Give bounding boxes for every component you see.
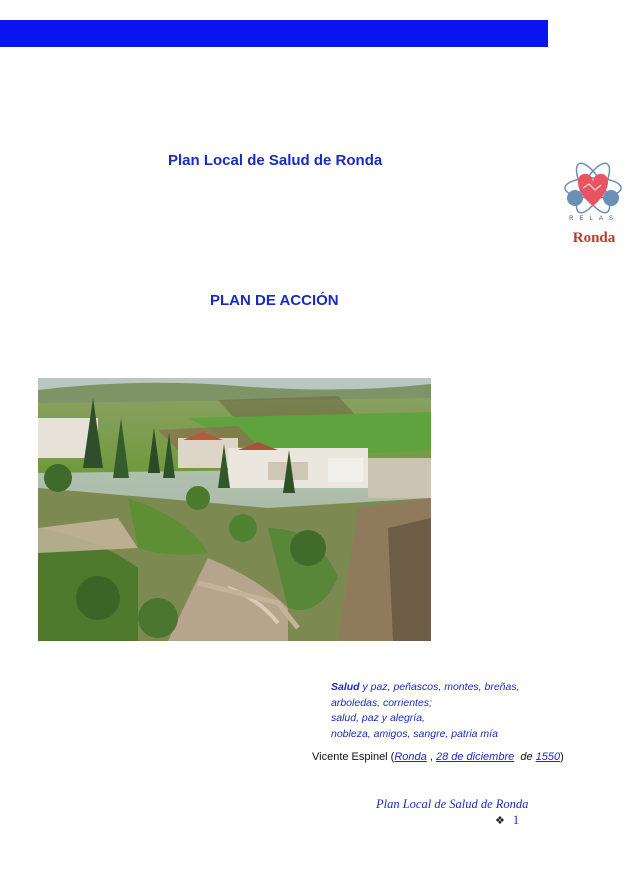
poem-line-4: nobleza, amigos, sangre, patria mía: [331, 727, 498, 740]
poem-line-1: Salud y paz, peñascos, montes, breñas,: [331, 681, 520, 693]
author-name: Vicente Espinel (: [312, 751, 395, 763]
logo-letters: RELAS: [569, 216, 619, 222]
poem-block: [331, 680, 520, 742]
poem-first-word: Salud: [331, 681, 360, 693]
link-date[interactable]: 28 de diciembre: [435, 751, 515, 763]
poem-line-2: arboledas, corrientes;: [331, 696, 432, 709]
page-number: [495, 813, 519, 828]
bullet-diamond-icon: ❖: [495, 815, 505, 827]
footer-title: Plan Local de Salud de Ronda: [376, 797, 529, 811]
page-number-value: 1: [512, 813, 520, 827]
plan-heading: PLAN DE ACCIÓN: [210, 292, 339, 309]
ronda-landscape-photo: [38, 378, 431, 641]
poem-attribution: Vicente Espinel (Ronda , 28 de diciembre de 1550): [312, 751, 564, 763]
link-year[interactable]: 1550: [535, 751, 561, 763]
logo-place: Ronda: [572, 230, 616, 246]
relas-ronda-logo: [561, 158, 625, 250]
top-banner-bar: [0, 20, 548, 47]
document-title: Plan Local de Salud de Ronda: [168, 152, 383, 169]
logo-emblem-icon: [565, 159, 621, 217]
poem-line-3: salud, paz y alegría,: [331, 712, 425, 724]
link-ronda[interactable]: Ronda: [394, 751, 427, 763]
